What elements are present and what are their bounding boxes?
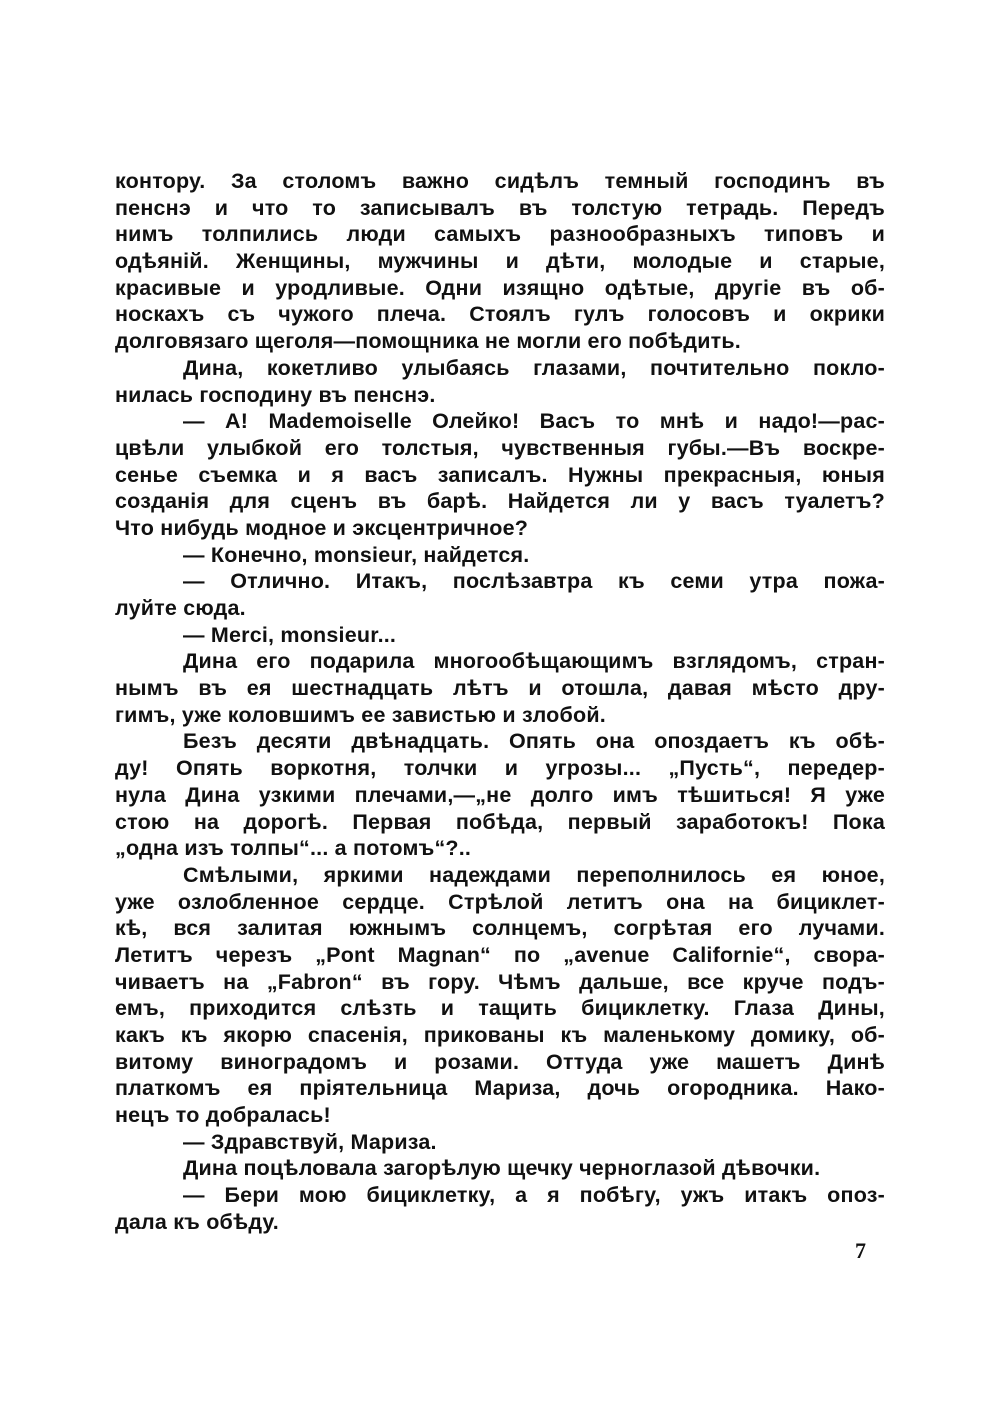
text-line: чиваетъ на „Fabron“ въ гору. Чѣмъ дальше, все круче подъ- xyxy=(115,969,885,994)
text-line: долговязаго щеголя—помощника не могли его побѣдить. xyxy=(115,329,741,354)
text-line: — Отлично. Итакъ, послѣзавтра къ семи утра пожа- xyxy=(183,569,885,594)
page-number: 7 xyxy=(855,1238,866,1263)
text-line: красивые и уродливые. Одни изящно одѣтые, другіе въ об- xyxy=(115,275,885,300)
text-line: стою на дорогѣ. Первая побѣда, первый заработокъ! Пока xyxy=(115,809,885,834)
text-line: — Здравствуй, Мариза. xyxy=(183,1129,437,1154)
text-line: носкахъ съ чужого плеча. Стоялъ гулъ голосовъ и окрики xyxy=(115,302,885,327)
text-line: Что нибудь модное и эксцентричное? xyxy=(115,515,529,540)
text-line: — А! Mademoiselle Олейко! Васъ то мнѣ и надо!—рас- xyxy=(183,409,885,434)
text-line: уже озлобленное сердце. Стрѣлой летитъ она на бициклет- xyxy=(115,889,885,914)
text-line: цвѣли улыбкой его толстыя, чувственныя губы.—Въ воскре- xyxy=(115,435,885,460)
text-line: дала къ обѣду. xyxy=(115,1209,279,1234)
text-line: нилась господину въ пенснэ. xyxy=(115,382,436,407)
text-line: нимъ толпились люди самыхъ разнообразныхъ типовъ и xyxy=(115,222,885,247)
text-line: пенснэ и что то записывалъ въ толстую тетрадь. Передъ xyxy=(115,195,885,220)
text-line: — Merci, monsieur... xyxy=(183,622,397,647)
text-line: Дина, кокетливо улыбаясь глазами, почтительно покло- xyxy=(183,355,885,380)
text-line: Безъ десяти двѣнадцать. Опять она опоздаетъ къ обѣ- xyxy=(183,729,885,754)
body-text xyxy=(115,168,885,1236)
text-line: — Бери мою бициклетку, а я побѣгу, ужъ итакъ опоз- xyxy=(183,1183,885,1208)
text-line: емъ, приходится слѣзть и тащить бициклетку. Глаза Дины, xyxy=(115,996,885,1021)
text-line: какъ къ якорю спасенія, прикованы къ маленькому домику, об- xyxy=(115,1023,885,1047)
text-line: одѣяній. Женщины, мужчины и дѣти, молодые и старые, xyxy=(115,249,885,274)
text-line: Летитъ черезъ „Pont Magnan“ по „avenue Californie“, свора- xyxy=(115,942,885,967)
text-line: кѣ, вся залитая южнымъ солнцемъ, согрѣтая его лучами. xyxy=(115,916,885,941)
text-line: сенье съемка и я васъ записалъ. Нужны прекрасныя, юныя xyxy=(115,462,885,487)
text-line: витому виноградомъ и розами. Оттуда уже машетъ Динѣ xyxy=(115,1049,885,1074)
text-line: луйте сюда. xyxy=(115,596,246,620)
text-line: созданія для сценъ въ барѣ. Найдется ли у васъ туалетъ? xyxy=(115,489,885,514)
text-line: Дина его подарила многообѣщающимъ взглядомъ, стран- xyxy=(183,649,885,674)
text-line: гимъ, уже коловшимъ ее завистью и злобой. xyxy=(115,702,606,727)
text-line: нецъ то добралась! xyxy=(115,1103,331,1128)
text-line: Смѣлыми, яркими надеждами переполнилось ея юное, xyxy=(183,862,885,887)
text-line: платкомъ ея пріятельница Мариза, дочь огородника. Нако- xyxy=(115,1076,885,1101)
text-line: нула Дина узкими плечами,—„не долго имъ тѣшиться! Я уже xyxy=(115,782,885,807)
text-line: — Конечно, monsieur, найдется. xyxy=(183,542,530,567)
text-line: нымъ въ ея шестнадцать лѣтъ и отошла, давая мѣсто дру- xyxy=(115,676,885,701)
text-line: контору. За столомъ важно сидѣлъ темный господинъ въ xyxy=(115,169,885,193)
text-line: Дина поцѣловала загорѣлую щечку черноглазой дѣвочки. xyxy=(183,1156,821,1181)
text-line: ду! Опять воркотня, толчки и угрозы... „Пусть“, передер- xyxy=(115,756,885,781)
text-line: „одна изъ толпы“... а потомъ“?.. xyxy=(115,836,472,861)
